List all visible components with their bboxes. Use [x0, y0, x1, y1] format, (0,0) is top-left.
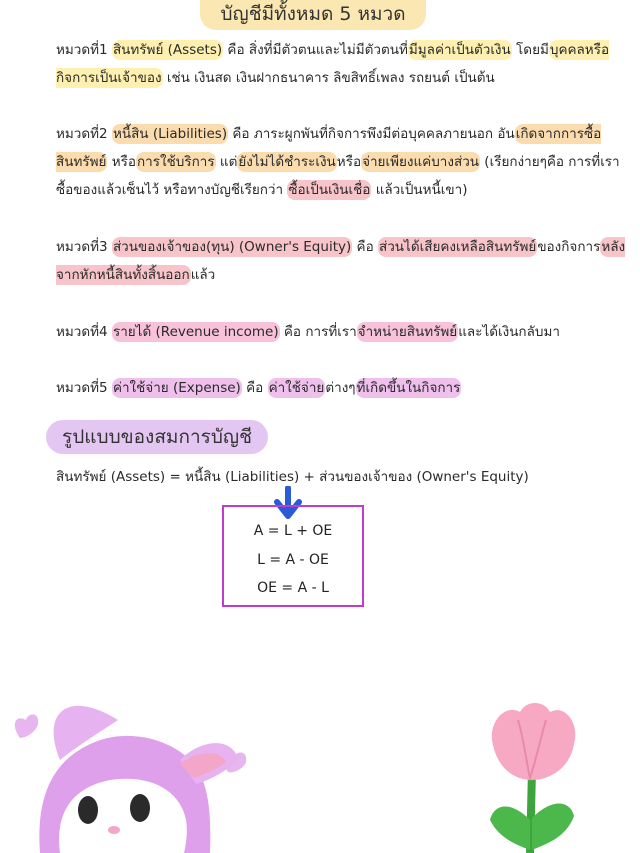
highlighted-term: ค่าใช้จ่าย (Expense)	[112, 380, 241, 396]
category-5	[56, 374, 626, 402]
paragraph-text: หรือ	[107, 154, 136, 170]
page-title: บัญชีมีทั้งหมด 5 หมวด	[200, 0, 426, 30]
category-2	[56, 120, 626, 204]
formula-line-2: L = A - OE	[257, 552, 329, 568]
highlighted-term: เกิดจากการซื้อสินทรัพย์	[56, 126, 602, 170]
highlighted-term: หนี้สิน (Liabilities)	[112, 126, 228, 142]
formula-title: รูปแบบของสมการบัญชี	[46, 420, 268, 454]
tulip-icon	[470, 700, 600, 853]
paragraph-text: ของกิจการ	[537, 239, 601, 255]
paragraph-text: หมวดที่2	[56, 126, 112, 142]
highlighted-term: ที่เกิดขึ้นในกิจการ	[356, 380, 461, 396]
paragraph-text: (เรียกง่ายๆคือ การที่เราซื้อของแล้วเซ็นไว้ หรือทางบัญชีเรียกว่า	[56, 154, 620, 198]
highlighted-term: จ่ายเพียงแค่บางส่วน	[362, 154, 480, 170]
paragraph-text: ต่างๆ	[325, 380, 356, 396]
formula-line-3: OE = A - L	[257, 580, 329, 596]
highlighted-term: สินทรัพย์ (Assets)	[112, 42, 223, 58]
highlighted-term: มีมูลค่าเป็นตัวเงิน	[408, 42, 511, 58]
highlighted-term: รายได้ (Revenue income)	[112, 324, 279, 340]
paragraph-text: แต่	[215, 154, 238, 170]
highlighted-term: บุคคลหรือกิจการเป็นเจ้าของ	[56, 42, 610, 86]
highlighted-term: จำหน่ายสินทรัพย์	[357, 324, 458, 340]
category-4	[56, 318, 626, 346]
paragraph-text: แล้วเป็นหนี้เขา)	[371, 182, 468, 198]
paragraph-text: คือ	[352, 239, 378, 255]
category-1	[56, 36, 626, 92]
paragraph-text: คือ	[241, 380, 268, 396]
paragraph-text: และได้เงินกลับมา	[458, 324, 560, 340]
highlighted-term: ยังไม่ได้ชำระเงิน	[238, 154, 336, 170]
paragraph-text: คือ การที่เรา	[279, 324, 357, 340]
highlighted-term: ส่วนได้เสียคงเหลือสินทรัพย์	[378, 239, 537, 255]
highlighted-term: การใช้บริการ	[137, 154, 215, 170]
highlighted-term: ซื้อเป็นเงินเชื่อ	[288, 182, 371, 198]
accounting-equation: สินทรัพย์ (Assets) = หนี้สิน (Liabilities) + ส่วนของเจ้าของ (Owner's Equity)	[56, 469, 529, 485]
category-3	[56, 233, 626, 289]
paragraph-text: หมวดที่5	[56, 380, 112, 396]
highlighted-term: หลังจากหักหนี้สินทั้งสิ้นออก	[56, 239, 626, 283]
paragraph-text: หมวดที่4	[56, 324, 112, 340]
paragraph-text: คือ ภาระผูกพันที่กิจการพึงมีต่อบุคคลภายนอก อัน	[228, 126, 515, 142]
paragraph-text: หมวดที่1	[56, 42, 112, 58]
formula-line-1: A = L + OE	[253, 523, 333, 539]
formula-box	[222, 505, 364, 607]
kuromi-character-icon	[0, 680, 270, 853]
paragraph-text: โดยมี	[511, 42, 549, 58]
highlighted-term: ส่วนของเจ้าของ(ทุน) (Owner's Equity)	[112, 239, 352, 255]
highlighted-term: ค่าใช้จ่าย	[268, 380, 325, 396]
paragraph-text: แล้ว	[190, 267, 216, 283]
paragraph-text: หรือ	[336, 154, 362, 170]
paragraph-text: หมวดที่3	[56, 239, 112, 255]
paragraph-text: เช่น เงินสด เงินฝากธนาคาร ลิขสิทธิ์เพลง รถยนต์ เป็นต้น	[162, 70, 495, 86]
paragraph-text: คือ สิ่งที่มีตัวตนและไม่มีตัวตนที่	[223, 42, 408, 58]
